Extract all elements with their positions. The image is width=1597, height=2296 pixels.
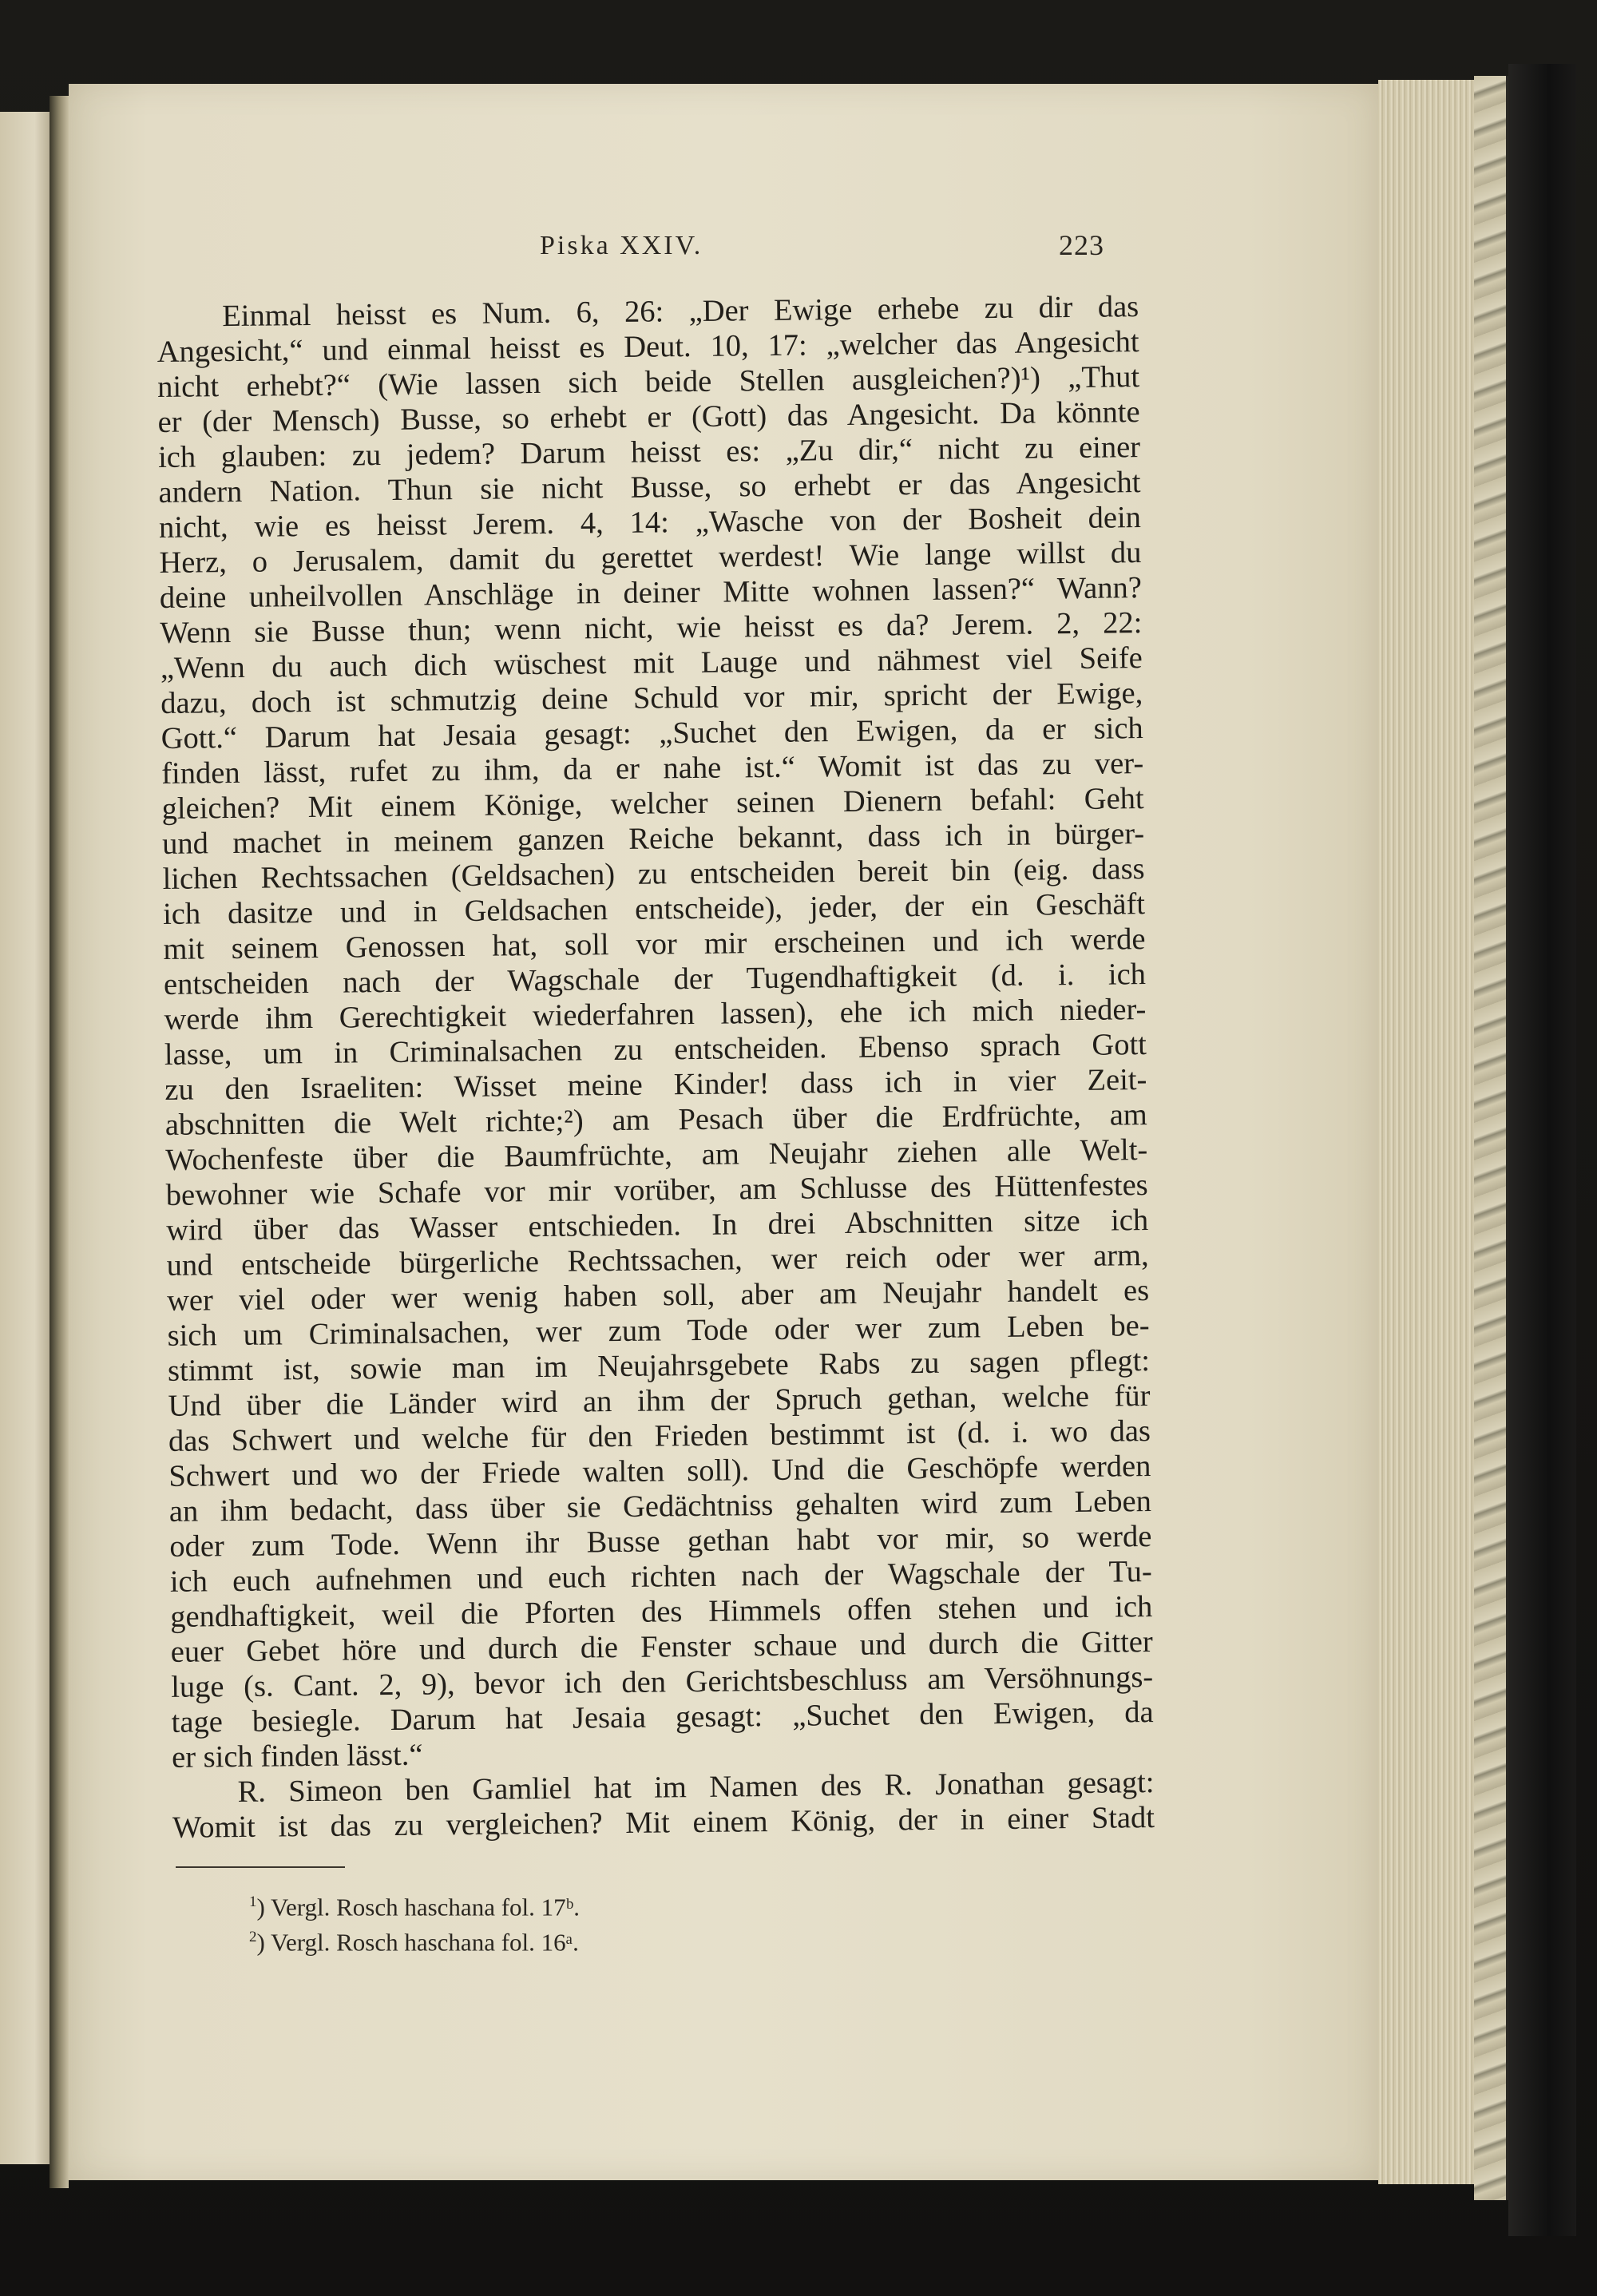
text-line: wird über das Wasser entschieden. In drei Abschnitten sitze ich [165,1204,1149,1247]
text-line: nicht, wie es heisst Jerem. 4, 14: „Wasche von der Bosheit dein [158,501,1142,545]
text-line: Schwert und wo der Friede walten soll). Und die Geschöpfe werden [168,1449,1151,1493]
text-line: Wenn sie Busse thun; wenn nicht, wie heisst es da? Jerem. 2, 22: [160,606,1143,650]
text-line: gendhaftigkeit, weil die Pforten des Himmels offen stehen und ich [170,1590,1153,1634]
text-line: Womit ist das zu vergleichen? Mit einem König, der in einer Stadt [172,1801,1155,1845]
text-line: Und über die Länder wird an ihm der Spruch gethan, welche für [168,1379,1151,1423]
text-line: zu den Israeliten: Wisset meine Kinder! dass ich in vier Zeit- [164,1063,1147,1107]
running-head: Piska XXIV. [540,231,703,260]
text-line: Gott.“ Darum hat Jesaia gesagt: „Suchet den Ewigen, da er sich [160,712,1143,755]
facing-page-edge [0,112,51,2164]
footnote-text: Vergl. Rosch haschana fol. 17ᵇ. [271,1893,580,1921]
book-gutter [50,96,69,2188]
text-line: er (der Mensch) Busse, so erhebt er (Gott) das Angesicht. Da könnte [157,395,1140,439]
text-line: dazu, doch ist schmutzig deine Schuld vor mir, spricht der Ewige, [160,676,1143,720]
text-line: und entscheide bürgerliche Rechtssachen, wer reich oder wer arm, [166,1239,1149,1283]
footnote-2: $^2$) Vergl. Rosch haschana fol. 16ᵃ. [249,1928,579,1957]
text-line: deine unheilvollen Anschläge in deiner Mitte wohnen lassen?“ Wann? [159,571,1143,615]
text-line: entscheiden nach der Wagschale der Tugendhaftigkeit (d. i. ich [163,958,1147,1001]
text-line: Herz, o Jerusalem, damit du gerettet werdest! Wie lange willst du [159,536,1142,580]
text-line: andern Nation. Thun sie nicht Busse, so erhebt er das Angesicht [158,466,1141,510]
text-line: „Wenn du auch dich wüschest mit Lauge und nähmest viel Seife [160,641,1143,685]
text-line: er sich finden lässt.“ [171,1738,423,1775]
page-block-edge [1378,80,1474,2184]
book-cover-edge [1508,64,1576,2236]
text-line: an ihm bedacht, dass über sie Gedächtniss gehalten wird zum Leben [168,1485,1152,1529]
text-line: gleichen? Mit einem Könige, welcher seinen Dienern befahl: Geht [161,782,1144,826]
text-line: euer Gebet höre und durch die Fenster schaue und durch die Gitter [170,1625,1153,1669]
text-line: finden lässt, rufet zu ihm, da er nahe ist.“ Womit ist das zu ver- [161,747,1144,791]
text-line: lasse, um in Criminalsachen zu entscheiden. Ebenso sprach Gott [164,1028,1147,1072]
text-line: luge (s. Cant. 2, 9), bevor ich den Gerichtsbeschluss am Versöhnungs- [170,1660,1154,1704]
footnote-1: $^1$) Vergl. Rosch haschana fol. 17ᵇ. [249,1893,580,1921]
text-line: Einmal heisst es Num. 6, 26: „Der Ewige erhebe zu dir das [222,290,1139,334]
text-line: wer viel oder wer wenig haben soll, aber am Neujahr handelt es [166,1274,1150,1318]
footnote-marker: 1 [249,1894,257,1910]
text-line: Wochenfeste über die Baumfrüchte, am Neujahr ziehen alle Welt- [165,1133,1148,1177]
text-line: mit seinem Genossen hat, soll vor mir erscheinen und ich werde [163,922,1146,966]
text-line: abschnitten die Welt richte;²) am Pesach über die Erdfrüchte, am [164,1098,1147,1142]
page-number: 223 [1059,229,1104,261]
text-line: lichen Rechtssachen (Geldsachen) zu entscheiden bereit bin (eig. dass [162,852,1145,896]
text-line: ich dasitze und in Geldsachen entscheide), jeder, der ein Geschäft [162,887,1146,931]
text-line: das Schwert und welche für den Frieden bestimmt ist (d. i. wo das [168,1414,1151,1458]
footnote-marker: 2 [249,1929,257,1946]
text-line: R. Simeon ben Gamliel hat im Namen des R. Jonathan gesagt: [237,1766,1155,1810]
footnote-text: Vergl. Rosch haschana fol. 16ᵃ. [271,1928,579,1957]
text-line: werde ihm Gerechtigkeit wiederfahren lassen), ehe ich mich nieder- [164,993,1147,1037]
body-text [157,289,1155,1846]
text-line: ich euch aufnehmen und euch richten nach der Wagschale der Tu- [169,1555,1152,1599]
text-line: stimmt ist, sowie man im Neujahrsgebete Rabs zu sagen pflegt: [167,1344,1151,1388]
text-line: tage besiegle. Darum hat Jesaia gesagt: „Suchet den Ewigen, da [171,1695,1154,1739]
marbled-edge [1474,76,1508,2200]
text-line: nicht erhebt?“ (Wie lassen sich beide Stellen ausgleichen?)¹) „Thut [157,360,1140,404]
text-line: sich um Criminalsachen, wer zum Tode oder wer zum Leben be- [167,1309,1150,1353]
text-line: ich glauben: zu jedem? Darum heisst es: „Zu dir,“ nicht zu einer [157,430,1141,474]
footnote-divider [176,1866,345,1868]
text-line: bewohner wie Schafe vor mir vorüber, am Schlusse des Hüttenfestes [165,1168,1148,1212]
text-line: Angesicht,“ und einmal heisst es Deut. 10, 17: „welcher das Angesicht [157,325,1139,369]
text-line: und machet in meinem ganzen Reiche bekannt, dass ich in bürger- [161,817,1145,861]
footnotes [249,1887,580,1958]
text-line: oder zum Tode. Wenn ihr Busse gethan habt vor mir, so werde [169,1520,1152,1564]
